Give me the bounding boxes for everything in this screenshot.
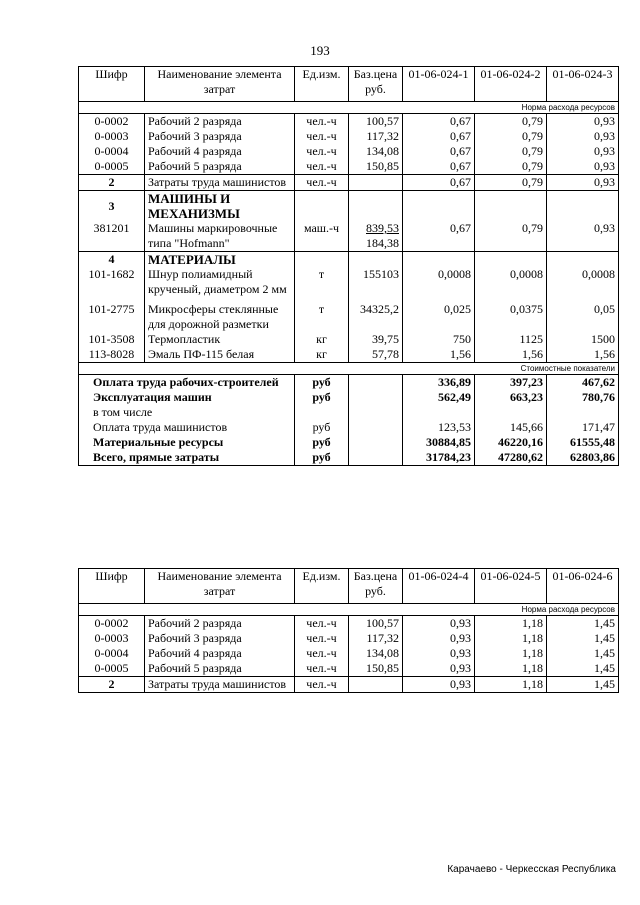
row-unit: чел.-ч (295, 129, 349, 144)
row-value: 1,18 (475, 646, 547, 661)
table-row (79, 144, 619, 159)
section-row (79, 252, 619, 268)
page-footer: Карачаево - Черкесская Республика (447, 864, 616, 875)
cost-label: Стоимостные показатели (79, 363, 619, 375)
row-value: 1,56 (475, 347, 547, 363)
row-value: 0,79 (475, 114, 547, 130)
total-value: 145,66 (475, 420, 547, 435)
row-price: 117,32 (349, 631, 403, 646)
row-code: 0-0002 (79, 114, 145, 130)
row-value: 1,45 (547, 661, 619, 677)
table-row (79, 677, 619, 693)
resource-table-1 (78, 66, 619, 466)
row-code: 0-0003 (79, 129, 145, 144)
row-value: 0,93 (547, 159, 619, 175)
row-code: 0-0004 (79, 646, 145, 661)
row-name: Рабочий 5 разряда (145, 661, 295, 677)
row-code: 113-8028 (79, 347, 145, 363)
row-price: 134,08 (349, 646, 403, 661)
row-unit: кг (295, 332, 349, 347)
total-value: 780,76 (547, 390, 619, 405)
row-unit: чел.-ч (295, 661, 349, 677)
row-unit: чел.-ч (295, 144, 349, 159)
row-name: Термопластик (145, 332, 295, 347)
row-price: 150,85 (349, 661, 403, 677)
row-unit: чел.-ч (295, 175, 349, 191)
row-value: 0,93 (403, 631, 475, 646)
row-price: 150,85 (349, 159, 403, 175)
header-name: Наименование элемента затрат (145, 569, 295, 604)
section-title: МАТЕРИАЛЫ (145, 252, 295, 268)
row-value: 0,67 (403, 159, 475, 175)
row-price: 134,08 (349, 144, 403, 159)
row-price (349, 677, 403, 693)
total-value: 171,47 (547, 420, 619, 435)
table-row (79, 221, 619, 252)
row-code: 101-2775 (79, 302, 145, 332)
row-name: Рабочий 3 разряда (145, 129, 295, 144)
row-value: 0,79 (475, 129, 547, 144)
row-name: Затраты труда машинистов (145, 677, 295, 693)
row-unit: чел.-ч (295, 114, 349, 130)
section-code: 3 (79, 191, 145, 222)
row-code: 0-0005 (79, 159, 145, 175)
row-unit: чел.-ч (295, 677, 349, 693)
row-value: 0,93 (547, 144, 619, 159)
row-name: Рабочий 2 разряда (145, 616, 295, 632)
row-name: Рабочий 5 разряда (145, 159, 295, 175)
total-value: 467,62 (547, 375, 619, 391)
row-price: 34325,2 (349, 302, 403, 332)
header-code: Шифр (79, 569, 145, 604)
row-value: 0,93 (547, 221, 619, 252)
row-value: 1125 (475, 332, 547, 347)
row-price (349, 175, 403, 191)
row-name: Эмаль ПФ-115 белая (145, 347, 295, 363)
row-unit: чел.-ч (295, 616, 349, 632)
table-row (79, 267, 619, 302)
row-unit: чел.-ч (295, 159, 349, 175)
price-primary: 839,53 (366, 221, 399, 235)
row-value: 0,79 (475, 175, 547, 191)
row-unit: чел.-ч (295, 631, 349, 646)
row-code: 381201 (79, 221, 145, 252)
header-code-col-3: 01-06-024-3 (547, 67, 619, 102)
row-name: Рабочий 4 разряда (145, 144, 295, 159)
row-value: 0,79 (475, 221, 547, 252)
row-code: 0-0003 (79, 631, 145, 646)
row-name: Рабочий 3 разряда (145, 631, 295, 646)
table-row (79, 646, 619, 661)
total-name: Всего, прямые затраты (79, 450, 295, 466)
row-value: 0,93 (547, 129, 619, 144)
total-value: 30884,85 (403, 435, 475, 450)
header-price: Баз.цена руб. (349, 569, 403, 604)
header-price: Баз.цена руб. (349, 67, 403, 102)
header-unit: Ед.изм. (295, 569, 349, 604)
total-row (79, 375, 619, 391)
price-secondary: 184,38 (366, 236, 399, 250)
row-value: 0,05 (547, 302, 619, 332)
total-unit: руб (295, 420, 349, 435)
row-code: 2 (79, 175, 145, 191)
row-value: 0,0008 (475, 267, 547, 302)
row-value: 0,025 (403, 302, 475, 332)
total-value: 62803,86 (547, 450, 619, 466)
total-row (79, 420, 619, 435)
row-value: 0,67 (403, 129, 475, 144)
row-name: Затраты труда машинистов (145, 175, 295, 191)
header-code-col-1: 01-06-024-1 (403, 67, 475, 102)
total-value: 397,23 (475, 375, 547, 391)
row-value: 1,18 (475, 661, 547, 677)
row-price: 57,78 (349, 347, 403, 363)
total-value: 31784,23 (403, 450, 475, 466)
row-code: 2 (79, 677, 145, 693)
row-value: 0,93 (403, 616, 475, 632)
row-value: 0,0375 (475, 302, 547, 332)
total-unit: руб (295, 375, 349, 391)
total-row (79, 390, 619, 405)
row-value: 1,18 (475, 616, 547, 632)
row-code: 0-0002 (79, 616, 145, 632)
total-name: в том числе (79, 405, 295, 420)
table-row (79, 302, 619, 332)
row-code: 0-0004 (79, 144, 145, 159)
total-value: 663,23 (475, 390, 547, 405)
section-code: 4 (79, 252, 145, 268)
header-code-col-2: 01-06-024-2 (475, 67, 547, 102)
row-price: 100,57 (349, 616, 403, 632)
row-value: 1,45 (547, 646, 619, 661)
row-value: 1,56 (403, 347, 475, 363)
header-name: Наименование элемента затрат (145, 67, 295, 102)
row-value: 0,0008 (403, 267, 475, 302)
row-value: 1,18 (475, 677, 547, 693)
row-code: 0-0005 (79, 661, 145, 677)
total-row (79, 405, 619, 420)
table-row (79, 631, 619, 646)
row-value: 0,93 (547, 175, 619, 191)
row-unit: т (295, 267, 349, 302)
row-unit: чел.-ч (295, 646, 349, 661)
row-name: Шнур полиамидный крученый, диаметром 2 мм (145, 267, 295, 302)
section-row (79, 191, 619, 222)
row-name: Микросферы стеклянные для дорожной разметки (145, 302, 295, 332)
row-value: 0,67 (403, 114, 475, 130)
row-value: 1,45 (547, 631, 619, 646)
row-value: 0,67 (403, 221, 475, 252)
header-code-col-2: 01-06-024-5 (475, 569, 547, 604)
table-row (79, 661, 619, 677)
row-code: 101-3508 (79, 332, 145, 347)
table-row (79, 175, 619, 191)
row-name: Машины маркировочные типа "Hofmann" (145, 221, 295, 252)
norm-label: Норма расхода ресурсов (79, 604, 619, 616)
row-value: 1,45 (547, 677, 619, 693)
header-code-col-1: 01-06-024-4 (403, 569, 475, 604)
total-value: 61555,48 (547, 435, 619, 450)
table-row (79, 159, 619, 175)
total-name: Оплата труда рабочих-строителей (79, 375, 295, 391)
header-code-col-3: 01-06-024-6 (547, 569, 619, 604)
row-value: 0,67 (403, 175, 475, 191)
section-title: МАШИНЫ И МЕХАНИЗМЫ (145, 191, 295, 222)
table-row (79, 332, 619, 347)
table-row (79, 347, 619, 363)
row-value: 1,45 (547, 616, 619, 632)
total-row (79, 450, 619, 466)
row-value: 0,93 (403, 661, 475, 677)
row-price: 117,32 (349, 129, 403, 144)
total-name: Оплата труда машинистов (79, 420, 295, 435)
row-unit: кг (295, 347, 349, 363)
row-value: 1,56 (547, 347, 619, 363)
row-value: 0,67 (403, 144, 475, 159)
row-price: 39,75 (349, 332, 403, 347)
total-name: Эксплуатация машин (79, 390, 295, 405)
row-value: 750 (403, 332, 475, 347)
row-value: 1500 (547, 332, 619, 347)
row-value: 1,18 (475, 631, 547, 646)
row-value: 0,79 (475, 159, 547, 175)
row-unit: т (295, 302, 349, 332)
total-value: 47280,62 (475, 450, 547, 466)
row-value: 0,93 (403, 646, 475, 661)
total-value: 562,49 (403, 390, 475, 405)
total-row (79, 435, 619, 450)
total-unit: руб (295, 435, 349, 450)
row-price: 155103 (349, 267, 403, 302)
header-unit: Ед.изм. (295, 67, 349, 102)
total-value: 336,89 (403, 375, 475, 391)
row-value: 0,93 (403, 677, 475, 693)
row-name: Рабочий 2 разряда (145, 114, 295, 130)
total-value: 123,53 (403, 420, 475, 435)
row-value: 0,79 (475, 144, 547, 159)
header-code: Шифр (79, 67, 145, 102)
total-value: 46220,16 (475, 435, 547, 450)
row-name: Рабочий 4 разряда (145, 646, 295, 661)
row-value: 0,93 (547, 114, 619, 130)
resource-table-2 (78, 568, 619, 693)
row-code: 101-1682 (79, 267, 145, 302)
table-row (79, 616, 619, 632)
row-price (349, 221, 403, 252)
total-unit: руб (295, 450, 349, 466)
table-row (79, 114, 619, 130)
row-unit: маш.-ч (295, 221, 349, 252)
norm-label: Норма расхода ресурсов (79, 102, 619, 114)
row-value: 0,0008 (547, 267, 619, 302)
table-row (79, 129, 619, 144)
page-number: 193 (310, 43, 330, 58)
row-price: 100,57 (349, 114, 403, 130)
total-name: Материальные ресурсы (79, 435, 295, 450)
total-unit: руб (295, 390, 349, 405)
